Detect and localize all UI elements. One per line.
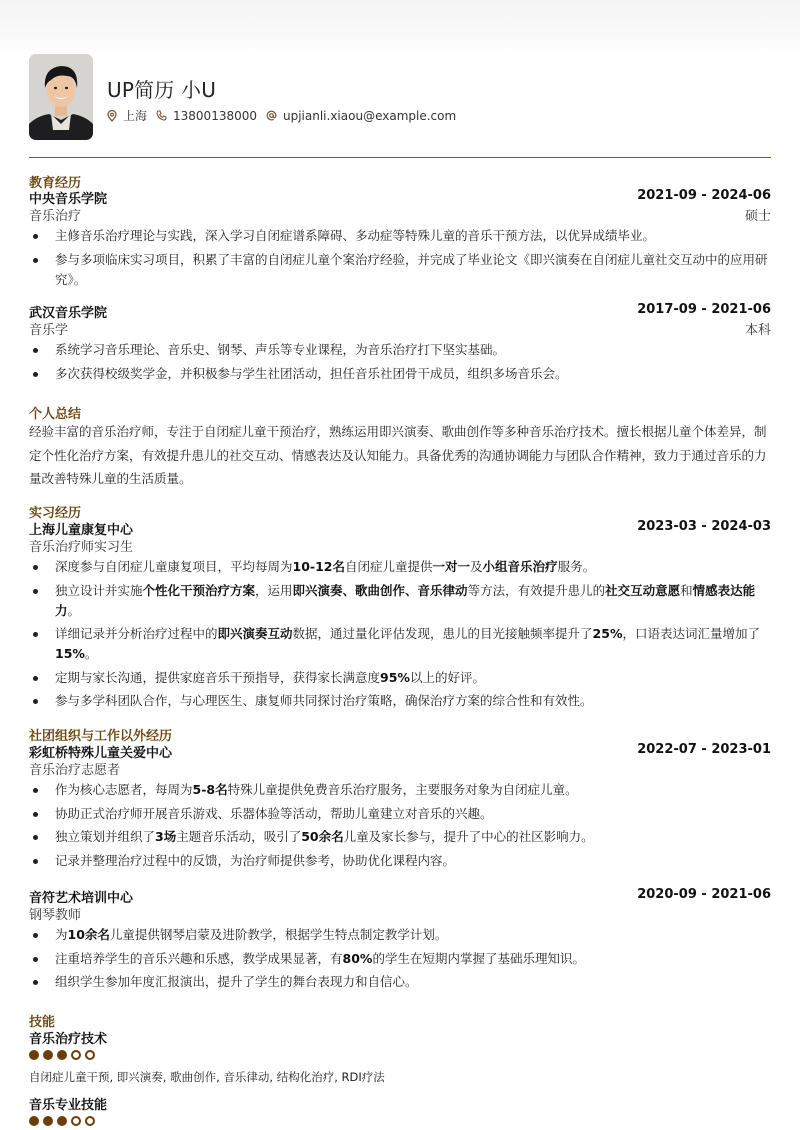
candidate-name: UP简历 小U bbox=[107, 78, 217, 102]
filled-dot-icon bbox=[43, 1050, 53, 1060]
bullet-item bbox=[29, 780, 771, 800]
bullet-text: 及 bbox=[470, 559, 483, 574]
phone-icon bbox=[156, 110, 167, 121]
highlight-text: 10-12名 bbox=[292, 559, 345, 574]
bullet-text: 儿童及家长参与，提升了中心的社区影响力。 bbox=[343, 829, 594, 844]
highlight-text: 25% bbox=[592, 626, 623, 641]
phone-text[interactable]: 13800138000 bbox=[173, 108, 257, 123]
bullet-text: 深度参与自闭症儿童康复项目，平均每周为 bbox=[55, 559, 293, 574]
bullet-item bbox=[29, 925, 771, 945]
bullet-item: 主修音乐治疗理论与实践，深入学习自闭症谱系障碍、多动症等特殊儿童的音乐干预方法，以优异成绩毕业。 bbox=[29, 226, 771, 246]
degree: 硕士 bbox=[744, 209, 771, 224]
bullet-text: ，运用 bbox=[255, 582, 293, 598]
bullet-text: 特殊儿童提供免费音乐治疗服务，主要服务对象为自闭症儿童。 bbox=[227, 782, 578, 797]
school-name: 中央音乐学院 bbox=[29, 192, 108, 207]
role: 音乐治疗志愿者 bbox=[29, 763, 121, 778]
bullet-item bbox=[29, 581, 771, 621]
summary-text: 经验丰富的音乐治疗师，专注于自闭症儿童干预治疗，熟练运用即兴演奏、歌曲创作等多种音乐治疗技术。擅长根据儿童个体差异，制定个性化治疗方案，有效提升患儿的社交互动、情感表达及认知能力。具备优秀的沟通协调能力与团队合作精神，致力于通过音乐的力量改善特殊儿童的生活质量。 bbox=[29, 424, 767, 486]
bullet-text: 协助正式治疗师开展音乐游戏、乐器体验等活动，帮助儿童建立对音乐的兴趣。 bbox=[55, 805, 493, 821]
internship-date: 2023-03 - 2024-03 bbox=[637, 519, 771, 534]
highlight-text: 个性化干预治疗方案 bbox=[142, 582, 256, 598]
education-date: 2017-09 - 2021-06 bbox=[637, 302, 771, 317]
filled-dot-icon bbox=[57, 1116, 67, 1126]
org-name: 上海儿童康复中心 bbox=[29, 523, 134, 538]
bullet-text: 。 bbox=[84, 646, 98, 661]
filled-dot-icon bbox=[43, 1116, 53, 1126]
bullet-text: 数据，通过量化评估发现，患儿的目光接触频率提升了 bbox=[292, 626, 593, 641]
empty-dot-icon bbox=[71, 1116, 81, 1126]
empty-dot-icon bbox=[85, 1050, 95, 1060]
bullet-text: 独立设计并实施 bbox=[55, 582, 143, 598]
email-text[interactable]: upjianli.xiaou@example.com bbox=[283, 108, 457, 123]
major: 音乐学 bbox=[29, 323, 69, 338]
email-at-icon bbox=[266, 110, 277, 121]
location-text: 上海 bbox=[123, 109, 148, 123]
highlight-text: 小组音乐治疗 bbox=[482, 559, 558, 574]
bullet-text: 服务。 bbox=[557, 559, 596, 574]
highlight-text: 15% bbox=[55, 646, 85, 661]
highlight-text: 即兴演奏互动 bbox=[217, 626, 293, 641]
bullet-text: 作为核心志愿者，每周为 bbox=[55, 782, 193, 797]
activity-date: 2020-09 - 2021-06 bbox=[637, 887, 771, 902]
skill-level-dots bbox=[29, 1116, 99, 1126]
skill-name: 音乐治疗技术 bbox=[29, 1032, 108, 1047]
empty-dot-icon bbox=[71, 1050, 81, 1060]
bullet-text: 的学生在短期内掌握了基础乐理知识。 bbox=[372, 950, 585, 966]
avatar bbox=[29, 54, 93, 140]
school-name: 武汉音乐学院 bbox=[29, 306, 108, 321]
internship-bullets bbox=[29, 557, 771, 715]
activity-bullets bbox=[29, 925, 771, 996]
skill-description: 自闭症儿童干预, 即兴演奏, 歌曲创作, 音乐律动, 结构化治疗, RDI疗法 bbox=[29, 1070, 385, 1084]
filled-dot-icon bbox=[29, 1050, 39, 1060]
bullet-item: 参与多项临床实习项目，积累了丰富的自闭症儿童个案治疗经验，并完成了毕业论文《即兴演奏在自闭症儿童社交互动中的应用研究》。 bbox=[29, 250, 771, 290]
bullet-item bbox=[29, 949, 771, 969]
bullet-text: 以上的好评。 bbox=[409, 669, 485, 685]
section-title-skills: 技能 bbox=[29, 1015, 56, 1030]
activity-date: 2022-07 - 2023-01 bbox=[637, 742, 771, 757]
bullet-text: 独立策划并组织了 bbox=[55, 829, 156, 844]
org-name: 音符艺术培训中心 bbox=[29, 891, 134, 906]
profile-photo bbox=[29, 54, 93, 140]
bullet-item bbox=[29, 972, 771, 992]
highlight-text: 情感表达能力 bbox=[55, 582, 756, 618]
bullet-text: 记录并整理治疗过程中的反馈，为治疗师提供参考，协助优化课程内容。 bbox=[55, 852, 456, 868]
email-item bbox=[266, 109, 456, 123]
highlight-text: 社交互动意愿 bbox=[605, 582, 681, 598]
contact-info bbox=[107, 107, 465, 124]
bullet-item bbox=[29, 557, 771, 577]
bullet-text: 自闭症儿童提供 bbox=[345, 559, 433, 574]
highlight-text: 80% bbox=[342, 950, 373, 966]
section-title-education: 教育经历 bbox=[29, 176, 82, 191]
bullet-text: 等方法，有效提升患儿的 bbox=[467, 582, 606, 598]
bullet-text: 儿童提供钢琴启蒙及进阶教学，根据学生特点制定教学计划。 bbox=[109, 927, 448, 942]
bullet-text: 详细记录并分析治疗过程中的 bbox=[55, 626, 218, 641]
filled-dot-icon bbox=[29, 1116, 39, 1126]
location-pin-icon bbox=[107, 110, 117, 122]
activity-bullets bbox=[29, 780, 771, 874]
header-divider bbox=[29, 157, 771, 158]
bullet-item bbox=[29, 851, 771, 871]
skill-name: 音乐专业技能 bbox=[29, 1098, 108, 1113]
org-name: 彩虹桥特殊儿童关爱中心 bbox=[29, 746, 173, 761]
highlight-text: 5-8名 bbox=[192, 782, 228, 797]
section-title-activities: 社团组织与工作以外经历 bbox=[29, 729, 173, 744]
role: 钢琴教师 bbox=[29, 908, 82, 923]
bullet-text: 参与多学科团队合作，与心理医生、康复师共同探讨治疗策略，确保治疗方案的综合性和有效性。 bbox=[55, 693, 593, 708]
bullet-item: 多次获得校级奖学金，并积极参与学生社团活动，担任音乐社团骨干成员，组织多场音乐会。 bbox=[29, 364, 771, 384]
bullet-item bbox=[29, 804, 771, 824]
bullet-text: 为 bbox=[55, 927, 68, 942]
bullet-item: 系统学习音乐理论、音乐史、钢琴、声乐等专业课程，为音乐治疗打下坚实基础。 bbox=[29, 340, 771, 360]
section-title-summary: 个人总结 bbox=[29, 407, 82, 422]
highlight-text: 一对一 bbox=[432, 559, 471, 574]
highlight-text: 3场 bbox=[155, 829, 177, 844]
highlight-text: 95% bbox=[380, 669, 410, 685]
bullet-text: 主题音乐活动，吸引了 bbox=[176, 829, 302, 844]
bullet-text: ，口语表达词汇量增加了 bbox=[622, 626, 760, 641]
section-title-internship: 实习经历 bbox=[29, 506, 82, 521]
major: 音乐治疗 bbox=[29, 209, 82, 224]
empty-dot-icon bbox=[85, 1116, 95, 1126]
highlight-text: 即兴演奏、歌曲创作、音乐律动 bbox=[292, 582, 468, 598]
role: 音乐治疗师实习生 bbox=[29, 540, 134, 555]
highlight-text: 10余名 bbox=[67, 927, 110, 942]
education-date: 2021-09 - 2024-06 bbox=[637, 188, 771, 203]
bullet-text: 和 bbox=[680, 582, 693, 598]
bullet-item bbox=[29, 668, 771, 688]
highlight-text: 50余名 bbox=[301, 829, 344, 844]
bullet-text: 组织学生参加年度汇报演出，提升了学生的舞台表现力和自信心。 bbox=[55, 974, 418, 989]
phone-item bbox=[156, 109, 257, 123]
filled-dot-icon bbox=[57, 1050, 67, 1060]
bullet-item bbox=[29, 691, 771, 711]
degree: 本科 bbox=[744, 323, 771, 338]
bullet-text: 注重培养学生的音乐兴趣和乐感，教学成果显著，有 bbox=[55, 950, 343, 966]
location-item bbox=[107, 107, 147, 124]
education-bullets bbox=[29, 226, 771, 293]
bullet-item bbox=[29, 827, 771, 847]
bullet-item bbox=[29, 624, 771, 664]
skill-level-dots bbox=[29, 1050, 99, 1060]
bullet-text: 定期与家长沟通，提供家庭音乐干预指导，获得家长满意度 bbox=[55, 669, 381, 685]
bullet-text: 。 bbox=[67, 602, 81, 618]
education-bullets bbox=[29, 340, 771, 387]
